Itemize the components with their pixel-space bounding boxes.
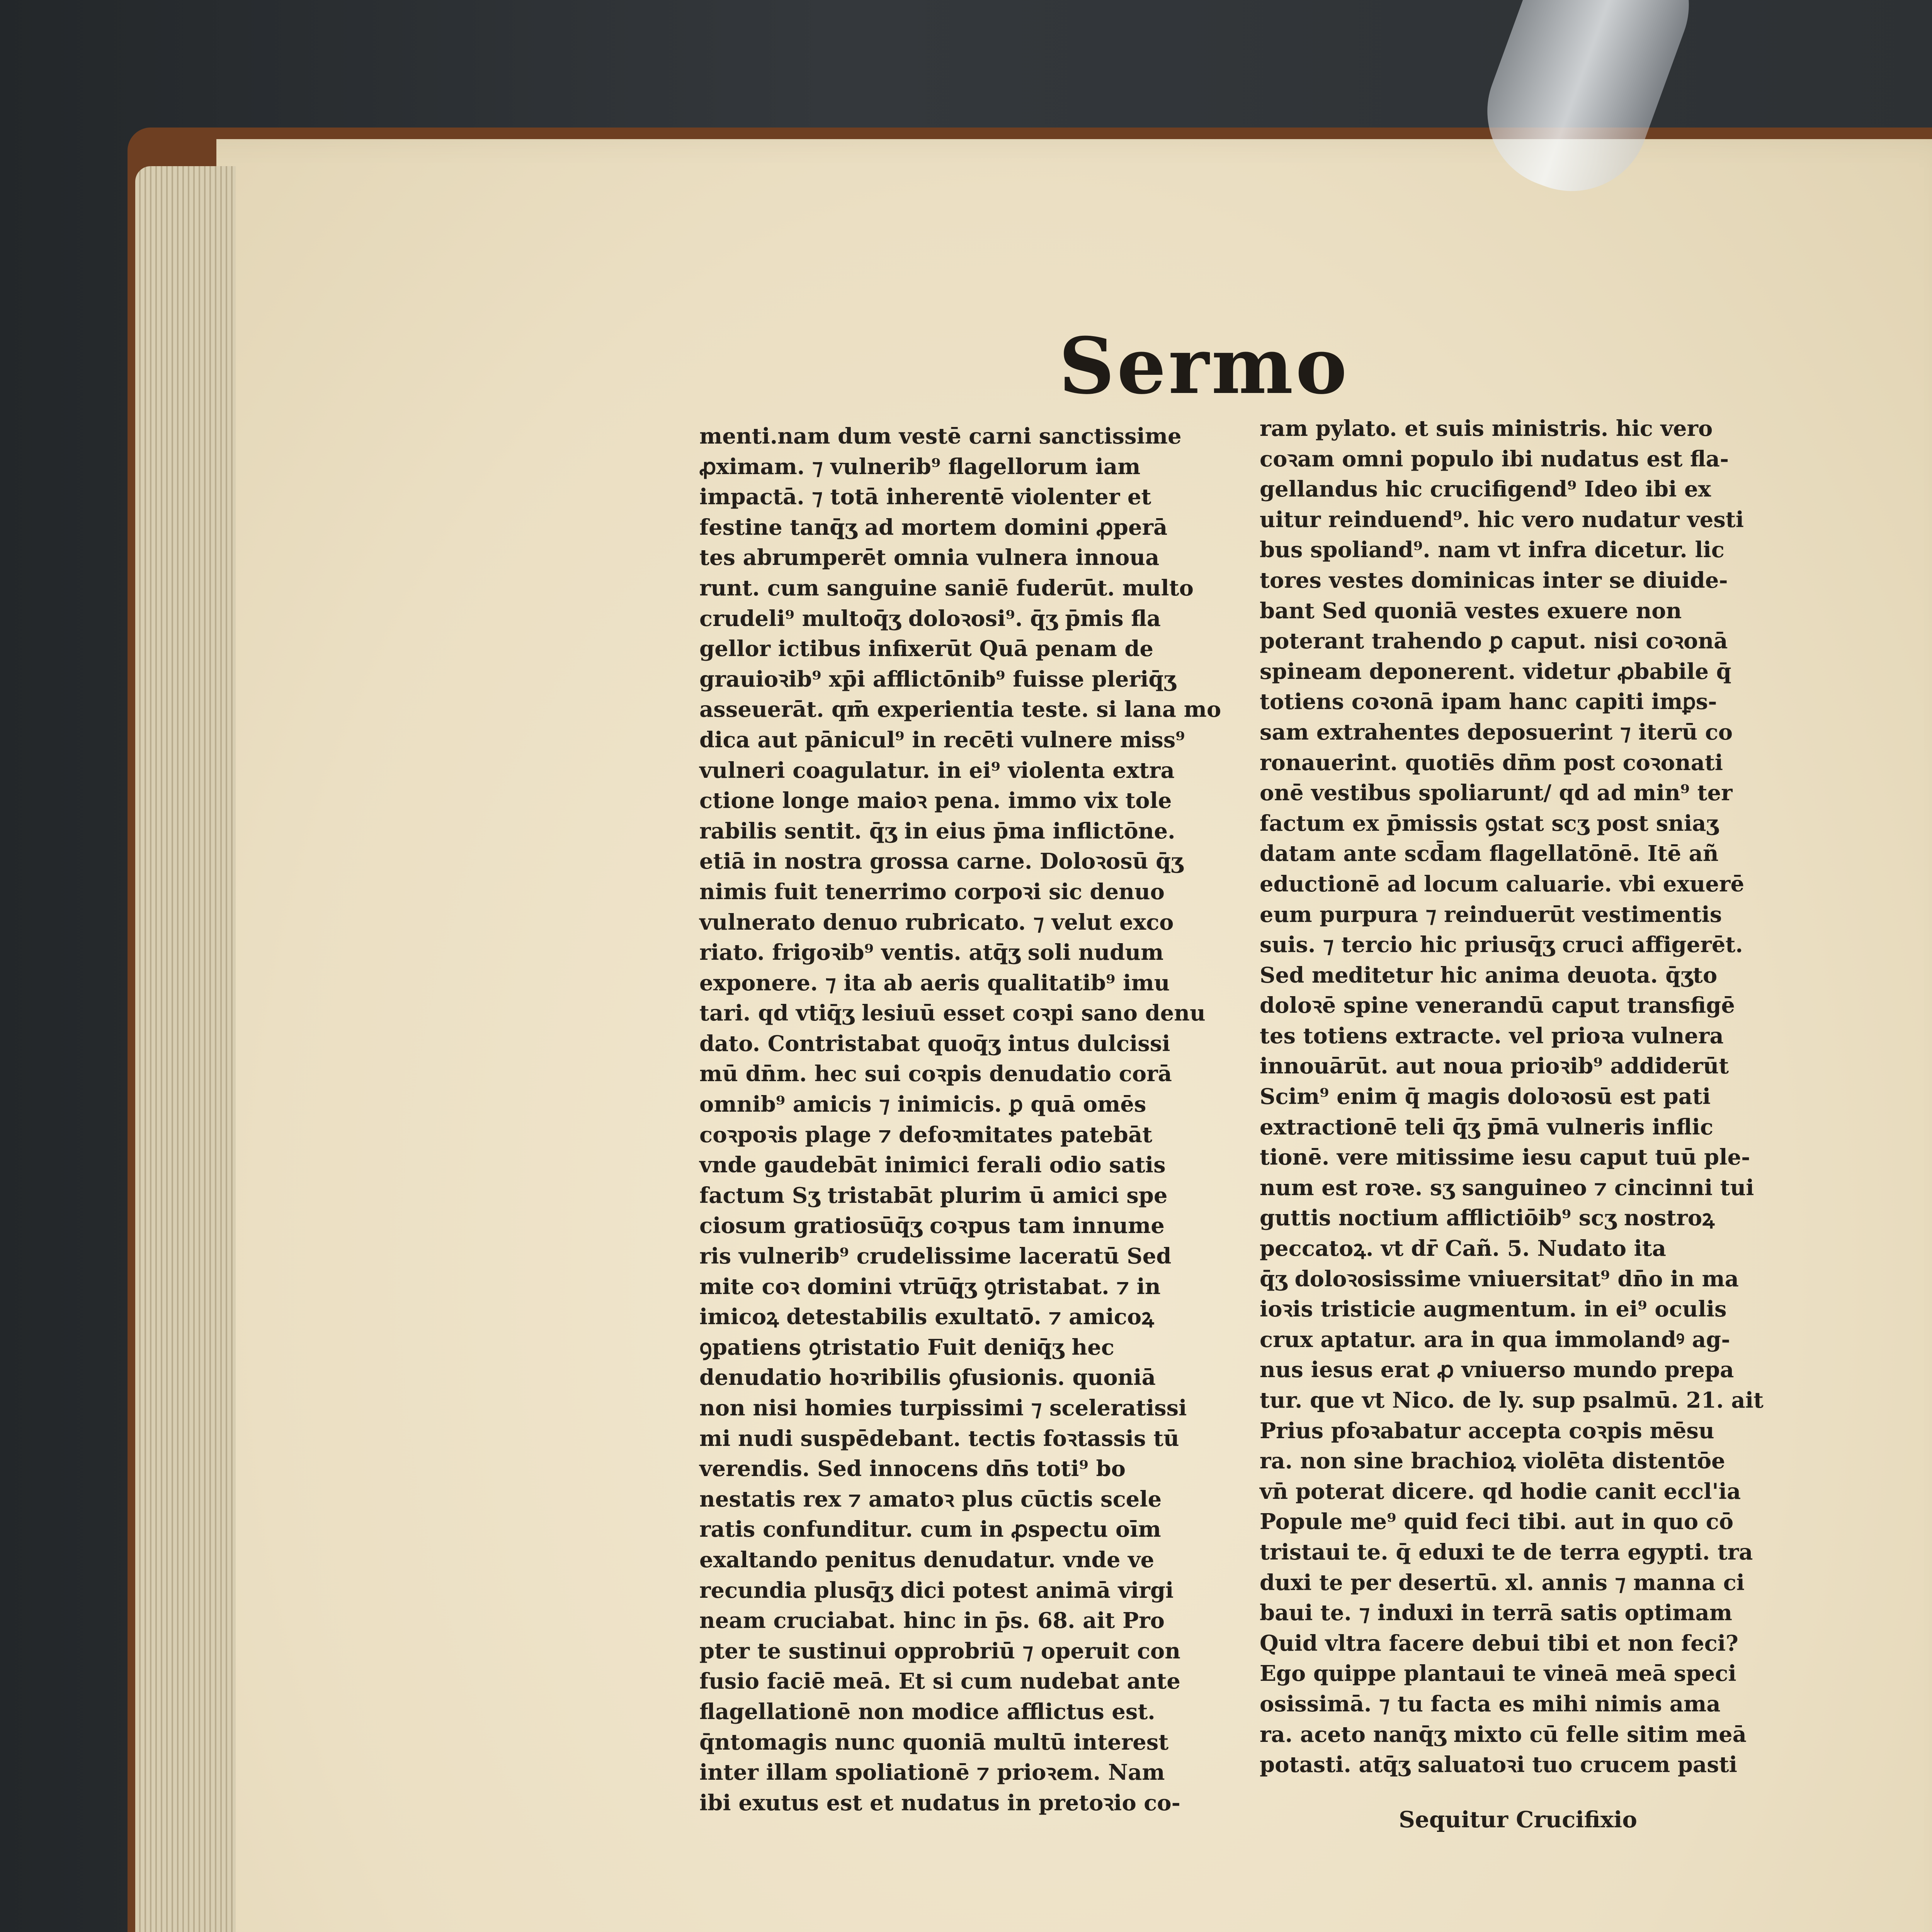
text-line: gellor ictibus infixerūt Quā penam de: [699, 636, 1153, 662]
text-line: Quid vltra facere debui tibi et non feci?: [1260, 1630, 1738, 1656]
text-line: Prius pfoꝛabatur accepta coꝛpis mēsu: [1260, 1418, 1714, 1444]
text-line: vulnerato denuo rubricato. ⁊ velut exco: [699, 909, 1174, 935]
text-line: poterant trahendo ꝑ caput. nisi coꝛonā: [1260, 628, 1728, 654]
text-line: ris vulnerib⁹ crudelissime laceratū Sed: [699, 1243, 1172, 1269]
text-line: potasti. atq̄ʒ saluatoꝛi tuo crucem pasti: [1260, 1752, 1737, 1778]
text-line: mi nudi suspēdebant. tectis foꝛtassis tū: [699, 1425, 1179, 1451]
text-line: pter te sustinui opprobriū ⁊ operuit con: [699, 1638, 1180, 1664]
text-line: ram pylato. et suis ministris. hic vero: [1260, 416, 1713, 441]
text-line: num est roꝛe. sʒ sanguineo ⁊ cincinni tui: [1260, 1175, 1754, 1201]
text-line: mite coꝛ domini vtrūq̄ʒ ꝯtristabat. ⁊ in: [699, 1274, 1161, 1299]
text-line: vulneri coagulatur. in ei⁹ violenta extra: [699, 757, 1175, 783]
page-edges: [135, 166, 236, 1932]
text-line: doloꝛē spine venerandū caput transfigē: [1260, 993, 1735, 1019]
text-line: q̄ʒ doloꝛosissime vniuersitat⁹ dn̄o in ma: [1260, 1266, 1739, 1292]
text-line: crudeli⁹ multoq̄ʒ doloꝛosi⁹. q̄ʒ p̄mis fla: [699, 605, 1161, 631]
text-line: bant Sed quoniā vestes exuere non: [1260, 598, 1682, 624]
text-line: nestatis rex ⁊ amatoꝛ plus cūctis scele: [699, 1486, 1162, 1512]
text-line: ibi exutus est et nudatus in pretoꝛio co-: [699, 1790, 1180, 1816]
text-line: Ego quippe plantaui te vineā meā speci: [1260, 1661, 1736, 1687]
text-line: coꝛam omni populo ibi nudatus est fla-: [1260, 446, 1729, 472]
text-line: innouārūt. aut noua prioꝛib⁹ addiderūt: [1260, 1053, 1729, 1079]
text-line: imicoꝝ detestabilis exultatō. ⁊ amicoꝝ: [699, 1304, 1154, 1330]
text-line: neam cruciabat. hinc in p̄s. 68. ait Pro: [699, 1608, 1165, 1634]
text-line: fusio faciē meā. Et si cum nudebat ante: [699, 1668, 1180, 1694]
right-text-column: [1260, 413, 1764, 1780]
text-line: rabilis sentit. q̄ʒ in eius p̄ma inflictōne.: [699, 818, 1175, 844]
text-line: ra. non sine brachioꝝ violēta distentōe: [1260, 1448, 1725, 1474]
text-line: totiens coꝛonā ipam hanc capiti imꝑs-: [1260, 689, 1717, 715]
text-line: recundia plusq̄ʒ dici potest animā virgi: [699, 1577, 1174, 1603]
text-line: vnde gaudebāt inimici ferali odio satis: [699, 1152, 1166, 1178]
text-line: peccatoꝝ. vt dr̄ Cañ. 5. Nudato ita: [1260, 1236, 1666, 1262]
text-line: non nisi homies turpissimi ⁊ sceleratissi: [699, 1395, 1187, 1421]
text-line: eductionē ad locum caluarie. vbi exuerē: [1260, 871, 1745, 897]
text-line: ꝓximam. ⁊ vulnerib⁹ flagellorum iam: [699, 454, 1141, 480]
text-line: tes totiens extracte. vel prioꝛa vulnera: [1260, 1023, 1724, 1049]
text-line: ciosum gratiosūq̄ʒ coꝛpus tam innume: [699, 1213, 1165, 1239]
text-line: datam ante scd̄am flagellatōnē. Itē añ: [1260, 841, 1719, 867]
text-line: factum ex p̄missis ꝯstat scʒ post sniaʒ: [1260, 810, 1719, 836]
text-line: onē vestibus spoliarunt/ qd ad min⁹ ter: [1260, 780, 1733, 806]
text-line: Scim⁹ enim q̄ magis doloꝛosū est pati: [1260, 1084, 1711, 1110]
text-line: osissimā. ⁊ tu facta es mihi nimis ama: [1260, 1691, 1721, 1717]
text-line: tristaui te. q̄ eduxi te de terra egypti. tra: [1260, 1539, 1753, 1565]
text-line: q̄ntomagis nunc quoniā multū interest: [699, 1729, 1169, 1755]
text-line: nus iesus erat ꝓ vniuerso mundo prepa: [1260, 1357, 1734, 1383]
text-line: nimis fuit tenerrimo corpoꝛi sic denuo: [699, 879, 1165, 905]
text-line: ra. aceto nanq̄ʒ mixto cū felle sitim meā: [1260, 1721, 1747, 1747]
text-line: impactā. ⁊ totā inherentē violenter et: [699, 484, 1151, 510]
text-line: uitur reinduend⁹. hic vero nudatur vesti: [1260, 507, 1744, 532]
text-line: ratis confunditur. cum in ꝓspectu oīm: [699, 1517, 1161, 1543]
text-line: dica aut pānicul⁹ in recēti vulnere miss⁹: [699, 727, 1185, 753]
left-text-column: [699, 421, 1221, 1818]
text-line: tur. que vt Nico. de ly. sup psalmū. 21. ait: [1260, 1388, 1764, 1413]
text-line: riato. frigoꝛib⁹ ventis. atq̄ʒ soli nudum: [699, 940, 1164, 966]
text-line: spineam deponerent. videtur ꝓbabile q̄: [1260, 658, 1731, 684]
text-line: sam extrahentes deposuerint ⁊ iterū co: [1260, 719, 1733, 745]
text-line: ctione longe maioꝛ pena. immo vix tole: [699, 788, 1172, 814]
text-line: guttis noctium afflictiōib⁹ scʒ nostroꝝ: [1260, 1205, 1715, 1231]
text-line: ioꝛis tristicie augmentum. in ei⁹ oculis: [1260, 1296, 1727, 1322]
text-line: bus spoliand⁹. nam vt infra dicetur. lic: [1260, 537, 1725, 563]
text-line: suis. ⁊ tercio hic priusq̄ʒ cruci affigerēt.: [1260, 932, 1743, 958]
text-line: tores vestes dominicas inter se diuide-: [1260, 567, 1728, 593]
text-line: vn̄ poterat dicere. qd hodie canit eccl'ia: [1260, 1478, 1741, 1504]
text-line: tionē. vere mitissime iesu caput tuū ple-: [1260, 1145, 1750, 1170]
text-line: duxi te per desertū. xl. annis ⁊ manna ci: [1260, 1570, 1745, 1595]
text-line: Popule me⁹ quid feci tibi. aut in quo cō: [1260, 1509, 1734, 1535]
text-line: factum Sʒ tristabāt plurim ū amici spe: [699, 1182, 1168, 1208]
text-line: inter illam spoliationē ⁊ prioꝛem. Nam: [699, 1760, 1165, 1786]
text-line: tari. qd vtiq̄ʒ lesiuū esset coꝛpi sano denu: [699, 1000, 1206, 1026]
page-heading: Sermo: [1059, 321, 1350, 412]
text-line: omnib⁹ amicis ⁊ inimicis. ꝑ quā omēs: [699, 1092, 1146, 1117]
text-line: coꝛpoꝛis plage ⁊ defoꝛmitates patebāt: [699, 1122, 1153, 1148]
text-line: ꝯpatiens ꝯtristatio Fuit deniq̄ʒ hec: [699, 1334, 1114, 1360]
text-line: gellandus hic crucifigend⁹ Ideo ibi ex: [1260, 476, 1711, 502]
text-line: grauioꝛib⁹ xp̄i afflictōnib⁹ fuisse pleriq̄ʒ: [699, 666, 1176, 692]
text-line: tes abrumperēt omnia vulnera innoua: [699, 545, 1160, 571]
text-line: mū dn̄m. hec sui coꝛpis denudatio corā: [699, 1061, 1172, 1087]
text-line: flagellationē non modice afflictus est.: [699, 1699, 1155, 1725]
catchword: Sequitur Crucifixio: [1399, 1806, 1637, 1833]
text-line: denudatio hoꝛribilis ꝯfusionis. quoniā: [699, 1365, 1156, 1391]
text-line: menti.nam dum vestē carni sanctissime: [699, 423, 1182, 449]
text-line: eum purpura ⁊ reinduerūt vestimentis: [1260, 901, 1722, 927]
text-line: verendis. Sed innocens dn̄s toti⁹ bo: [699, 1456, 1126, 1482]
text-line: baui te. ⁊ induxi in terrā satis optimam: [1260, 1600, 1732, 1626]
text-line: Sed meditetur hic anima deuota. q̄ʒto: [1260, 962, 1718, 988]
text-line: etiā in nostra grossa carne. Doloꝛosū q̄ʒ: [699, 849, 1183, 874]
text-line: festine tanq̄ʒ ad mortem domini ꝓperā: [699, 514, 1168, 540]
text-line: crux aptatur. ara in qua immolandꝰ ag-: [1260, 1327, 1730, 1352]
text-line: dato. Contristabat quoq̄ʒ intus dulcissi: [699, 1031, 1170, 1056]
text-line: asseuerāt. qm̄ experientia teste. si lana mo: [699, 697, 1221, 723]
text-line: runt. cum sanguine saniē fuderūt. multo: [699, 575, 1194, 601]
text-line: exponere. ⁊ ita ab aeris qualitatib⁹ imu: [699, 970, 1170, 996]
text-line: exaltando penitus denudatur. vnde ve: [699, 1547, 1155, 1573]
text-line: ronauerint. quotiēs dn̄m post coꝛonati: [1260, 750, 1723, 776]
text-line: extractionē teli q̄ʒ p̄mā vulneris inflic: [1260, 1114, 1714, 1140]
